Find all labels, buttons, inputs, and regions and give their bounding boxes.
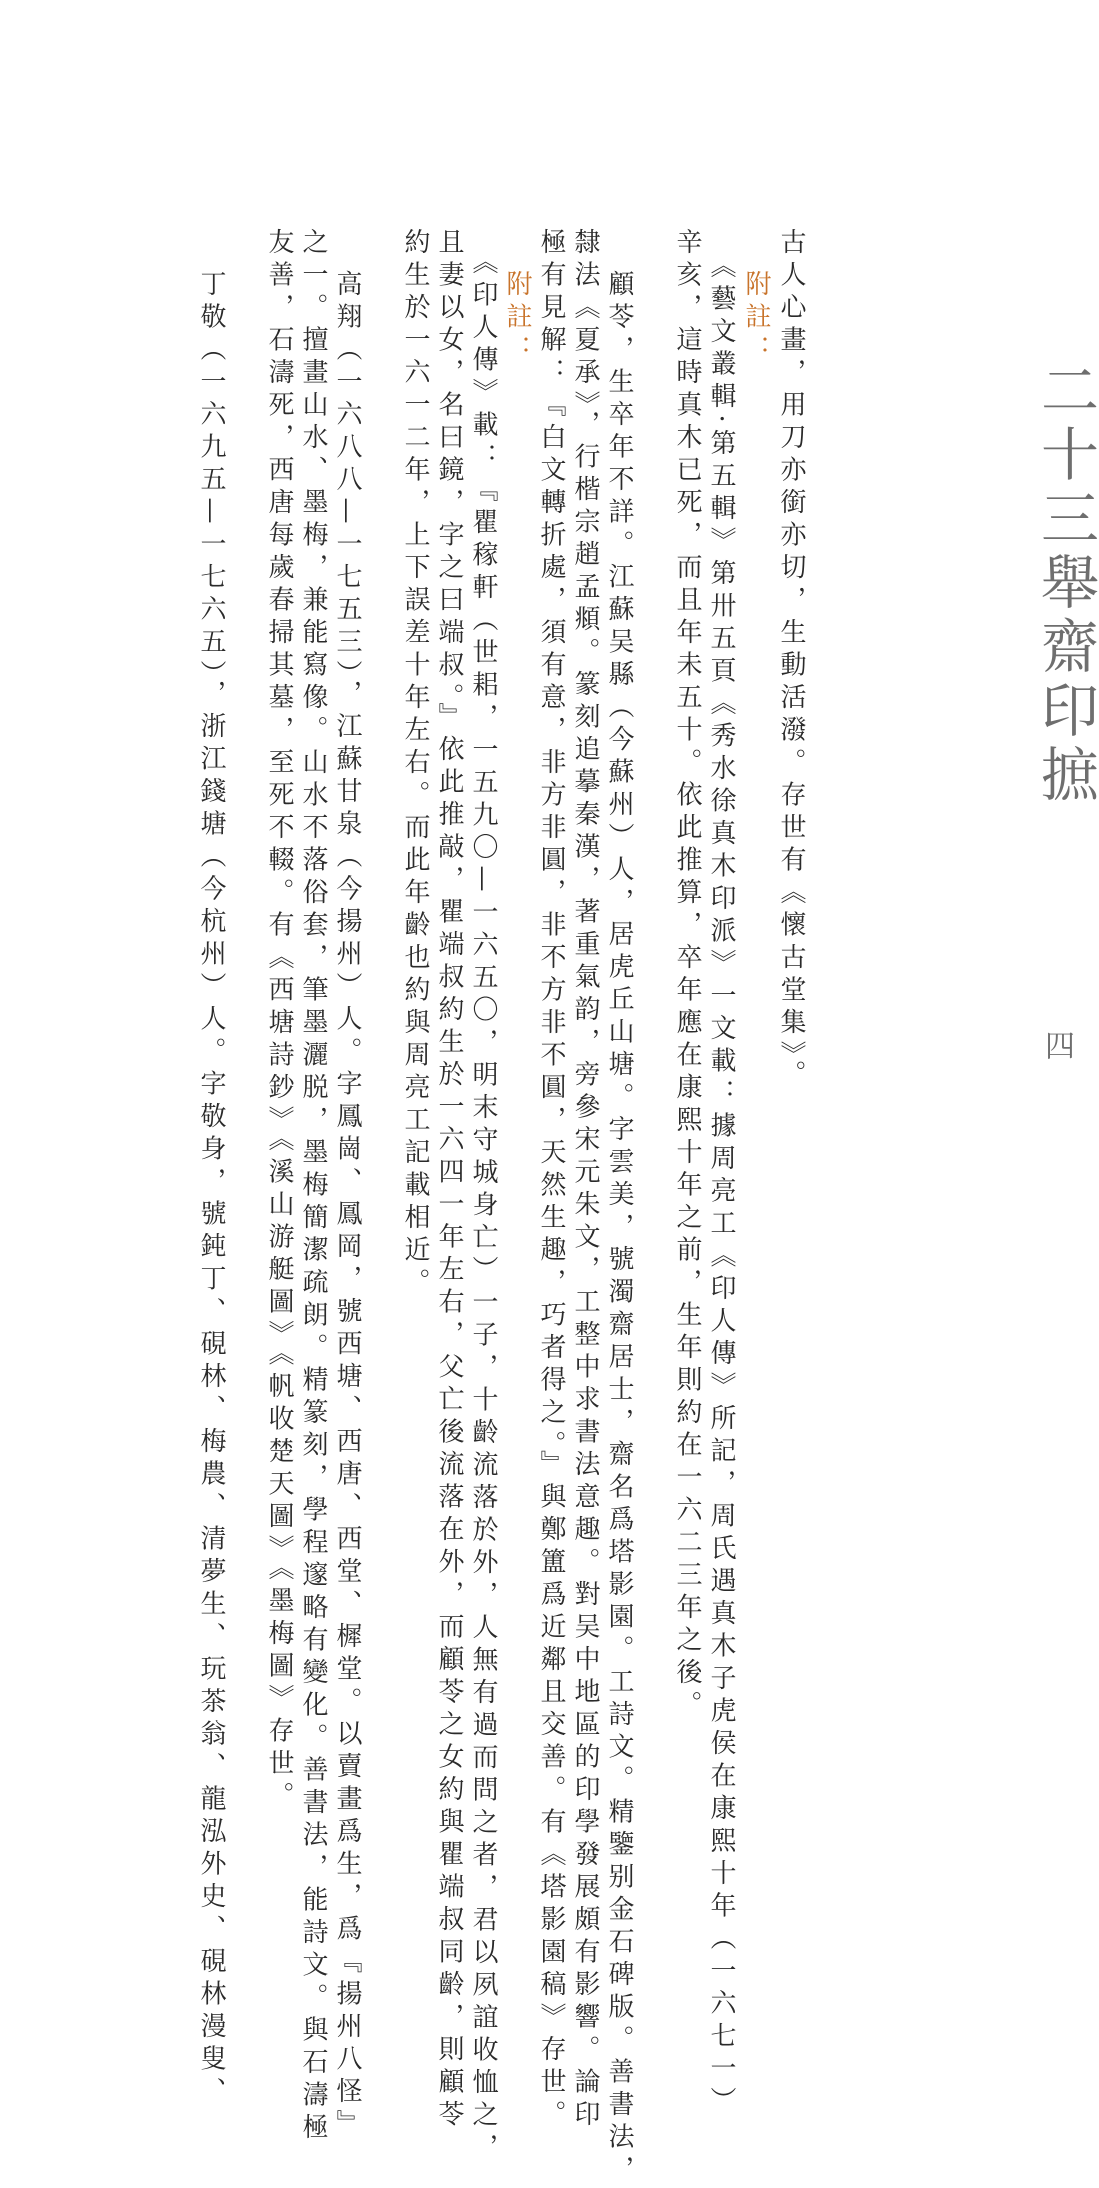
- text-column: 高翔（一六八八—一七五三），江蘇甘泉（今揚州）人。字鳳崗、鳳岡，號西塘、西唐、西堂、樨堂。以賣畫爲生，爲『揚州八怪』: [332, 270, 362, 2142]
- running-head: 二十三舉齋印摭: [1031, 360, 1099, 808]
- text-column: 友善，石濤死，西唐每歲春掃其墓，至死不輟。有《西塘詩鈔》《溪山游艇圖》《帆收楚天圖》《墨梅圖》存世。: [264, 228, 294, 1814]
- text-column: 之一。擅畫山水、墨梅，兼能寫像。山水不落俗套，筆墨灑脱，墨梅簡潔疏朗。精篆刻，學程邃略有變化。善書法，能詩文。與石濤極: [298, 228, 328, 2146]
- text-column: 約生於一六一二年，上下誤差十年左右。而此年齡也約與周亮工記載相近。: [400, 228, 430, 1301]
- text-column: 丁敬（一六九五—一七六五），浙江錢塘（今杭州）人。字敬身，號鈍丁、硯林、梅農、清夢生、玩茶翁、龍泓外史、硯林漫叟、: [196, 270, 226, 2110]
- text-column: 《藝文叢輯·第五輯》第卅五頁《秀水徐真木印派》一文載：據周亮工《印人傳》所記，周氏遇真木子虎侯在康熙十年（一六七一）: [706, 252, 736, 2120]
- text-column: 辛亥，這時真木已死，而且年未五十。依此推算，卒年應在康熙十年之前，生年則約在一六二三年之後。: [672, 228, 702, 1723]
- text-column: 且妻以女，名曰鏡，字之曰端叔。』依此推敲，瞿端叔約生於一六四一年左右，父亡後流落在外，而顧苓之女約與瞿端叔同齡，則顧苓: [434, 228, 464, 2133]
- text-column: 古人心畫，用刀亦銜亦切，生動活潑。存世有《懷古堂集》。: [776, 228, 806, 1093]
- text-column: 《印人傳》載：『瞿稼軒（世耜，一五九〇—一六五〇，明末守城身亡）一子，十齡流落於外，人無有過而問之者，君以夙誼收恤之，: [468, 248, 498, 2166]
- page-number: 四: [1039, 1030, 1074, 1060]
- text-column: 極有見解：『白文轉折處，須有意，非方非圓，非不方非不圓，天然生趣，巧者得之。』與鄭簠爲近鄰且交善。有《塔影園稿》存世。: [536, 228, 566, 2133]
- note-label: 附註：: [741, 270, 771, 368]
- text-column: 顧苓，生卒年不詳。江蘇吴縣（今蘇州）人，居虎丘山塘。字雲美，號濁齋居士，齋名爲塔影園。工詩文。精鑒别金石碑版。善書法，: [604, 270, 634, 2188]
- text-column: 隸法《夏承》，行楷宗趙孟頫。篆刻追摹秦漢，著重氣韵，旁參宋元朱文，工整中求書法意趣。對吴中地區的印學發展頗有影響。論印: [570, 228, 600, 2133]
- note-label: 附註：: [502, 270, 532, 368]
